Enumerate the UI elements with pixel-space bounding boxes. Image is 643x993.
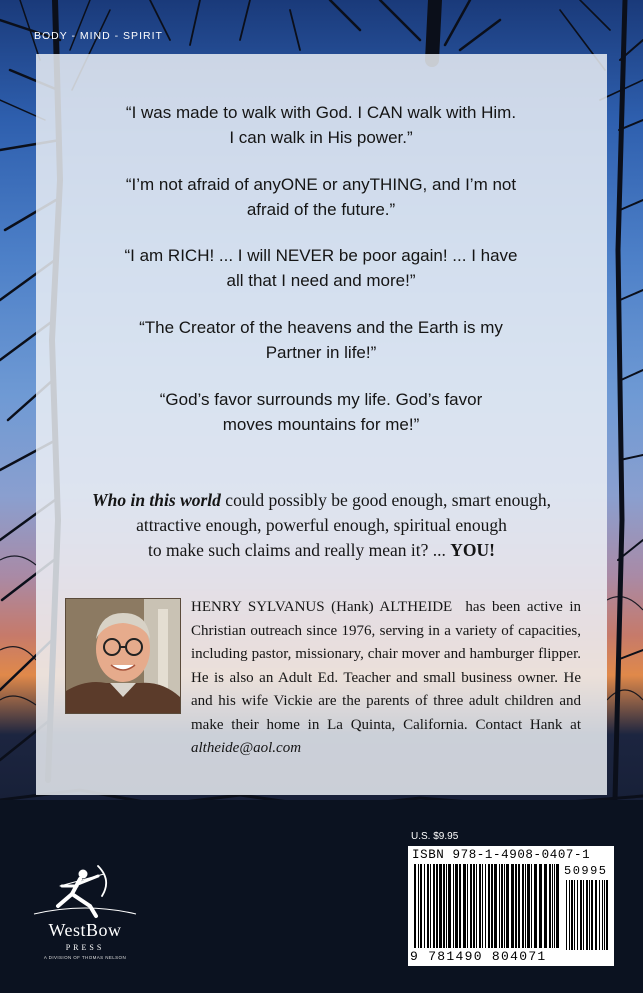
price-code: 50995: [564, 864, 608, 878]
quote-line: I can walk in His power.”: [229, 128, 413, 147]
price-label: U.S. $9.95: [411, 831, 459, 842]
question-line-1-rest: could possibly be good enough, smart enough,: [220, 490, 551, 510]
author-name: HENRY SYLVANUS (Hank) ALTHEIDE: [191, 599, 453, 615]
quote-3: [96, 243, 546, 293]
question-line-2: attractive enough, powerful enough, spiritual enough: [136, 515, 507, 535]
quote-line: all that I need and more!”: [226, 271, 416, 290]
text-panel: [36, 54, 607, 795]
author-email-link[interactable]: altheide@aol.com: [191, 740, 302, 756]
genre-label: BODY - MIND - SPIRIT: [34, 30, 163, 42]
isbn-number: ISBN 978-1-4908-0407-1: [412, 848, 591, 862]
quote-line: afraid of the future.”: [246, 200, 396, 219]
author-photo: [65, 598, 181, 714]
quote-5: [96, 387, 546, 437]
question-line-3: [66, 538, 577, 563]
author-bio-text: has been active in Christian outreach since 1976, serving in a variety of capacities, including pastor, missionary, chair mover and hamburger flipper. He is also an Adult Ed. Teacher and small business owner. He and his wife Vickie are the parents of three adult children and make their home in La Quinta, California.: [191, 599, 581, 733]
question-line-1: [66, 488, 577, 513]
publisher-name: WestBow: [48, 920, 122, 940]
publisher-division: A DIVISION OF THOMAS NELSON: [43, 955, 127, 960]
publisher-imprint: PRESS: [65, 943, 105, 952]
rhetorical-question: [66, 488, 577, 563]
quote-4: [96, 315, 546, 365]
quote-line: “God’s favor surrounds my life. God’s favor: [159, 390, 483, 409]
quote-line: “I’m not afraid of anyONE or anyTHING, and I’m not: [125, 175, 517, 194]
question-emphasis: Who in this world: [92, 490, 221, 510]
contact-label: Contact Hank at: [475, 716, 582, 733]
question-answer: YOU!: [450, 540, 495, 560]
quote-line: Partner in life!”: [265, 343, 377, 362]
quote-line: “I was made to walk with God. I CAN walk with Him.: [125, 103, 517, 122]
author-portrait-image: [66, 599, 180, 713]
quote-line: “I am RICH! ... I will NEVER be poor again! ... I have: [124, 246, 518, 265]
author-bio: [191, 596, 581, 761]
barcode: [408, 846, 614, 966]
quote-line: “The Creator of the heavens and the Earth is my: [139, 318, 503, 337]
quote-2: [96, 172, 546, 222]
ean-number: 9 781490 804071: [410, 949, 547, 964]
quote-line: moves mountains for me!”: [222, 415, 420, 434]
archer-icon: [20, 862, 150, 922]
publisher-logo: [20, 862, 150, 972]
quote-1: [96, 100, 546, 150]
question-line-3-start: to make such claims and really mean it? ...: [148, 540, 451, 560]
